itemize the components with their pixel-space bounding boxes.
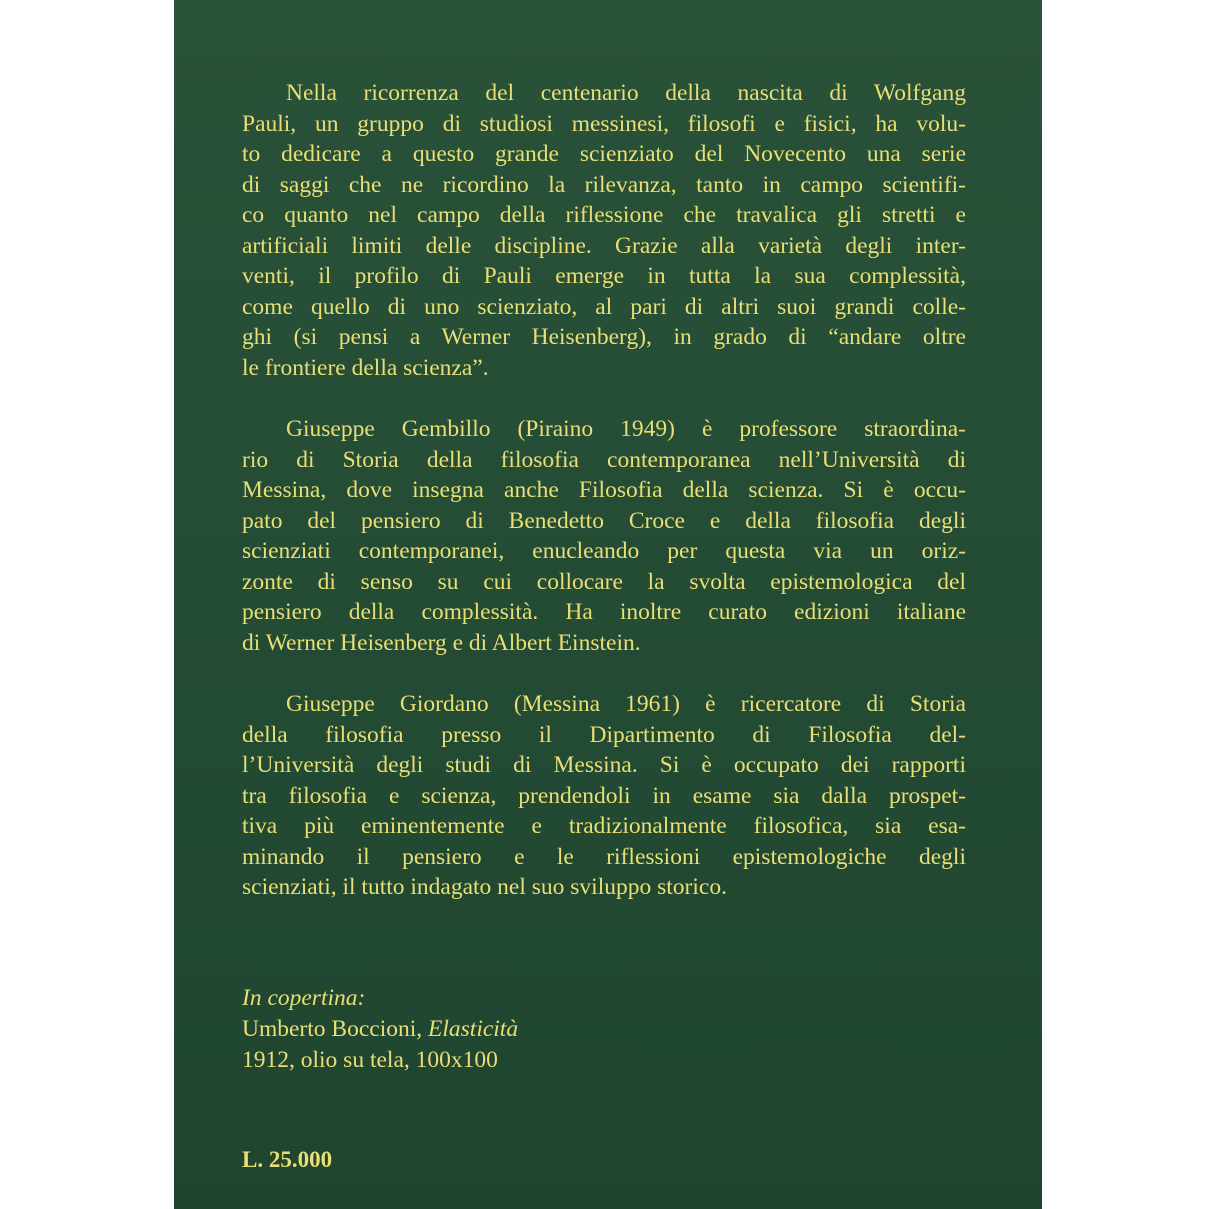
- text-line: Nella ricorrenza del centenario della nascita di Wolfgang: [286, 80, 966, 106]
- text-line: Messina, dove insegna anche Filosofia della scienza. Si è occu-: [242, 477, 966, 503]
- text-line: Giuseppe Gembillo (Piraino 1949) è professore straordina-: [286, 416, 966, 442]
- text-line: artificiali limiti delle discipline. Grazie alla varietà degli inter-: [242, 232, 966, 259]
- text-line: Pauli, un gruppo di studiosi messinesi, filosofi e fisici, ha volu-: [242, 110, 966, 137]
- text-line: to dedicare a questo grande scienziato del Novecento una serie: [242, 141, 966, 167]
- text-line: di saggi che ne ricordino la rilevanza, tanto in campo scientifi-: [242, 171, 966, 198]
- blurb: [242, 78, 966, 903]
- text-line: minando il pensiero e le riflessioni epistemologiche degli: [242, 843, 966, 870]
- credit-label: In copertina:: [242, 985, 366, 1011]
- text-line: venti, il profilo di Pauli emerge in tutta la sua complessità,: [242, 263, 966, 289]
- credit-title: Elasticità: [428, 1016, 519, 1042]
- text-line: come quello di uno scienziato, al pari di altri suoi grandi colle-: [242, 293, 966, 320]
- paragraph-gembillo: [242, 414, 966, 658]
- paragraph-giordano: [242, 689, 966, 903]
- credit-details: 1912, olio su tela, 100x100: [242, 1047, 498, 1073]
- text-line: tiva più eminentemente e tradizionalmente filosofica, sia esa-: [242, 813, 966, 839]
- price-label: L. 25.000: [242, 1147, 333, 1172]
- text-line: le frontiere della scienza”.: [242, 354, 489, 381]
- text-line: co quanto nel campo della riflessione che travalica gli stretti e: [242, 202, 966, 228]
- text-line: pato del pensiero di Benedetto Croce e della filosofia degli: [242, 507, 966, 534]
- text-line: di Werner Heisenberg e di Albert Einstein.: [242, 629, 641, 656]
- text-line: pensiero della complessità. Ha inoltre curato edizioni italiane: [242, 599, 966, 625]
- text-line: tra filosofia e scienza, prendendoli in esame sia dalla prospet-: [242, 782, 966, 809]
- paragraph-pauli: [242, 78, 966, 383]
- credit-artist: Umberto Boccioni,: [242, 1016, 429, 1042]
- text-line: zonte di senso su cui collocare la svolta epistemologica del: [242, 568, 966, 595]
- book-back-cover: [174, 0, 1042, 1209]
- text-line: della filosofia presso il Dipartimento di Filosofia del-: [242, 721, 966, 748]
- text-line: scienziati contemporanei, enucleando per questa via un oriz-: [242, 538, 966, 564]
- text-line: l’Università degli studi di Messina. Si è occupato dei rapporti: [242, 752, 966, 778]
- cover-credit: [242, 983, 518, 1076]
- text-line: ghi (si pensi a Werner Heisenberg), in grado di “andare oltre: [242, 324, 966, 350]
- text-line: scienziati, il tutto indagato nel suo sviluppo storico.: [242, 874, 727, 900]
- text-line: Giuseppe Giordano (Messina 1961) è ricercatore di Storia: [286, 691, 966, 717]
- credit-artwork: [242, 1014, 518, 1045]
- text-line: rio di Storia della filosofia contemporanea nell’Università di: [242, 446, 966, 473]
